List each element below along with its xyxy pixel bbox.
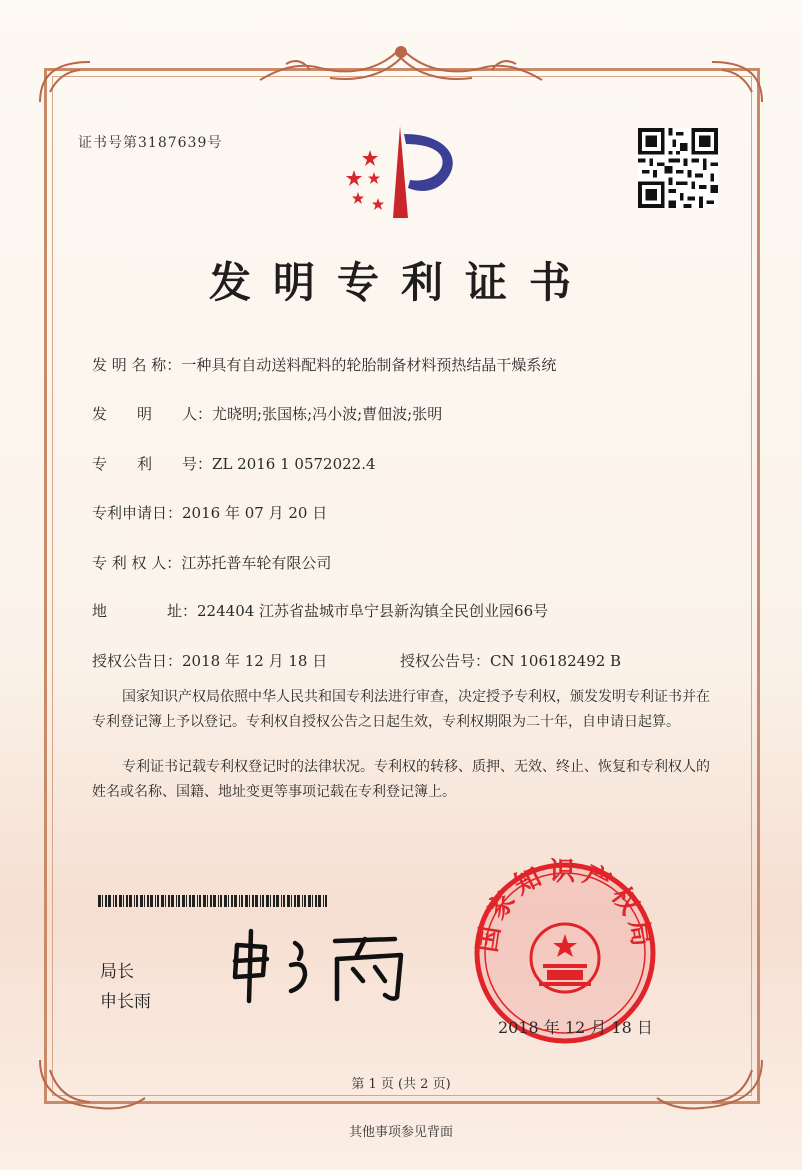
- director-name: 申长雨: [100, 992, 151, 1012]
- seal-text: 国家知识产权局: [472, 858, 658, 955]
- patentee-row: [92, 552, 331, 573]
- seal-date: 2018 年 12 月 18 日: [498, 1018, 653, 1037]
- corner-ornament-tr: [702, 52, 772, 112]
- grant-number-label: 授权公告号：: [400, 652, 491, 670]
- filing-date-label: 专利申请日：: [92, 504, 183, 522]
- inventor-row: [92, 403, 442, 424]
- qr-code-icon: [638, 128, 718, 208]
- invention-name-label: 发 明 名 称：: [92, 356, 182, 374]
- patent-office-emblem-icon: [338, 122, 468, 222]
- corner-ornament-tl: [30, 52, 100, 112]
- invention-name-row: [92, 354, 556, 375]
- address-value: 224404 江苏省盐城市阜宁县新沟镇全民创业园66号: [197, 602, 549, 620]
- legal-paragraph-1: 国家知识产权局依照中华人民共和国专利法进行审查，决定授予专利权，颁发发明专利证书并在专利登记簿上予以登记。专利权自授权公告之日起生效，专利权期限为二十年，自申请日起算。: [92, 689, 710, 730]
- director-signature: [225, 925, 415, 1005]
- filing-date-row: [92, 502, 327, 523]
- address-label: 地 址：: [92, 602, 198, 620]
- address-row: [92, 600, 548, 621]
- top-ornament: [250, 40, 552, 90]
- grant-number-value: CN 106182492 B: [490, 652, 622, 670]
- certificate-number: 证书号第3187639号: [78, 135, 223, 151]
- patent-number-label: 专 利 号：: [92, 455, 213, 473]
- grant-date-label: 授权公告日：: [92, 652, 183, 670]
- filing-date-value: 2016 年 07 月 20 日: [182, 504, 328, 522]
- inventor-value: 尤晓明;张国栋;冯小波;曹佃波;张明: [212, 405, 443, 423]
- inventor-label: 发 明 人：: [92, 405, 213, 423]
- invention-name-value: 一种具有自动送料配料的轮胎制备材料预热结晶干燥系统: [181, 356, 557, 374]
- certificate-title: 发明专利证书: [208, 258, 593, 307]
- grant-date-row: [92, 650, 327, 671]
- barcode-icon: [98, 895, 328, 907]
- director-title: 局长: [100, 962, 134, 982]
- legal-paragraph-2: 专利证书记载专利权登记时的法律状况。专利权的转移、质押、无效、终止、恢复和专利权人的姓名或名称、国籍、地址变更等事项记载在专利登记簿上。: [92, 759, 710, 800]
- grant-date-value: 2018 年 12 月 18 日: [182, 652, 328, 670]
- patent-number-value: ZL 2016 1 0572022.4: [212, 455, 376, 473]
- patentee-value: 江苏托普车轮有限公司: [181, 554, 332, 572]
- footer-note: 其他事项参见背面: [348, 1125, 453, 1140]
- patent-number-row: [92, 453, 376, 474]
- grant-number-row: [400, 650, 621, 671]
- patentee-label: 专 利 权 人：: [92, 554, 182, 572]
- page-number: 第 1 页 (共 2 页): [351, 1077, 451, 1092]
